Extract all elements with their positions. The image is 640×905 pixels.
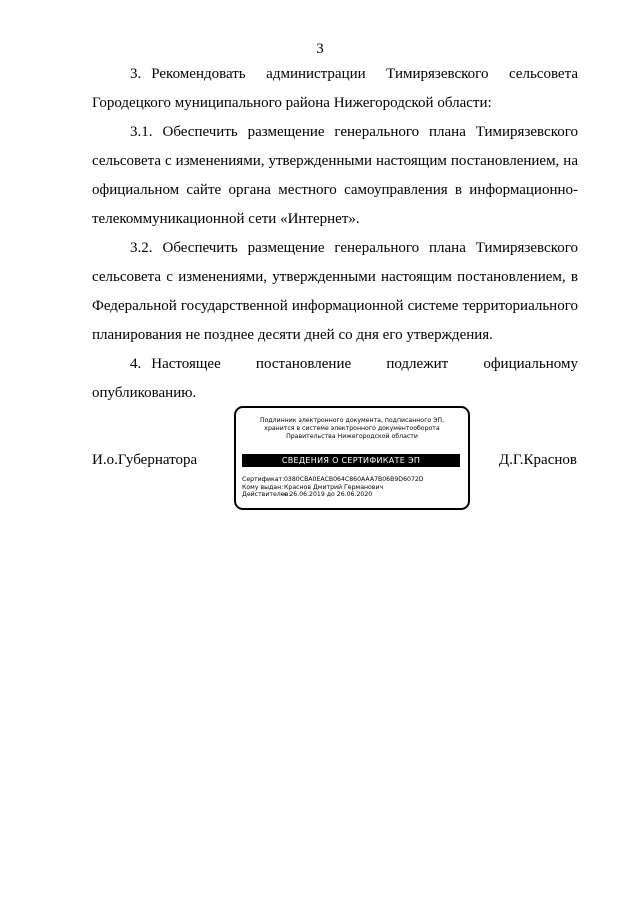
paragraph-text: Настоящее постановление подлежит официальному опубликованию. — [92, 356, 578, 401]
paragraph-text: Рекомендовать администрации Тимирязевского сельсовета Городецкого муниципального района Нижегородской области: — [92, 66, 578, 111]
stamp-details — [242, 476, 464, 499]
certificate-row — [242, 476, 464, 484]
signer-name: Д.Г.Краснов — [498, 452, 577, 468]
stamp-note — [236, 417, 468, 441]
validity-row — [242, 491, 464, 499]
certificate-value: 0380CBA0EACB064C860AAA7B06B9D6072D — [284, 476, 424, 483]
paragraph-number: 3.1. — [130, 124, 153, 140]
certificate-label: Сертификат: — [242, 476, 285, 483]
validity-label: Действителен: — [242, 491, 291, 499]
stamp-note-line: Подлинник электронного документа, подписанного ЭП, — [259, 417, 445, 424]
paragraph-number: 3.2. — [130, 240, 153, 256]
signer-title: И.о.Губернатора — [92, 452, 198, 468]
stamp-note-line: Правительства Нижегородской области — [286, 433, 418, 440]
stamp-header: СВЕДЕНИЯ О СЕРТИФИКАТЕ ЭП — [242, 454, 460, 467]
stamp-note-line: хранится в системе электронного документооборота — [264, 425, 440, 432]
issued-to-value: Краснов Дмитрий Германович — [284, 483, 384, 491]
paragraph-number: 4. — [130, 356, 142, 372]
paragraph-text: Обеспечить размещение генерального плана Тимирязевского сельсовета с изменениями, утвержденными настоящим постановлением, на официальном сайте органа местного самоуправления в информационно-телекоммуникационной сети «Интернет». — [92, 124, 578, 227]
page-number: 3 — [316, 41, 324, 57]
paragraph-text: Обеспечить размещение генерального плана Тимирязевского сельсовета с изменениями, утвержденными настоящим постановлением, в Федеральной государственной информационной системе территориального планирования не позднее десяти дней со дня его утверждения. — [92, 240, 578, 343]
paragraph-number: 3. — [130, 66, 142, 82]
electronic-signature-stamp — [234, 406, 470, 510]
validity-value: с 26.06.2019 до 26.06.2020 — [284, 491, 373, 499]
issued-to-label: Кому выдан: — [242, 483, 284, 491]
